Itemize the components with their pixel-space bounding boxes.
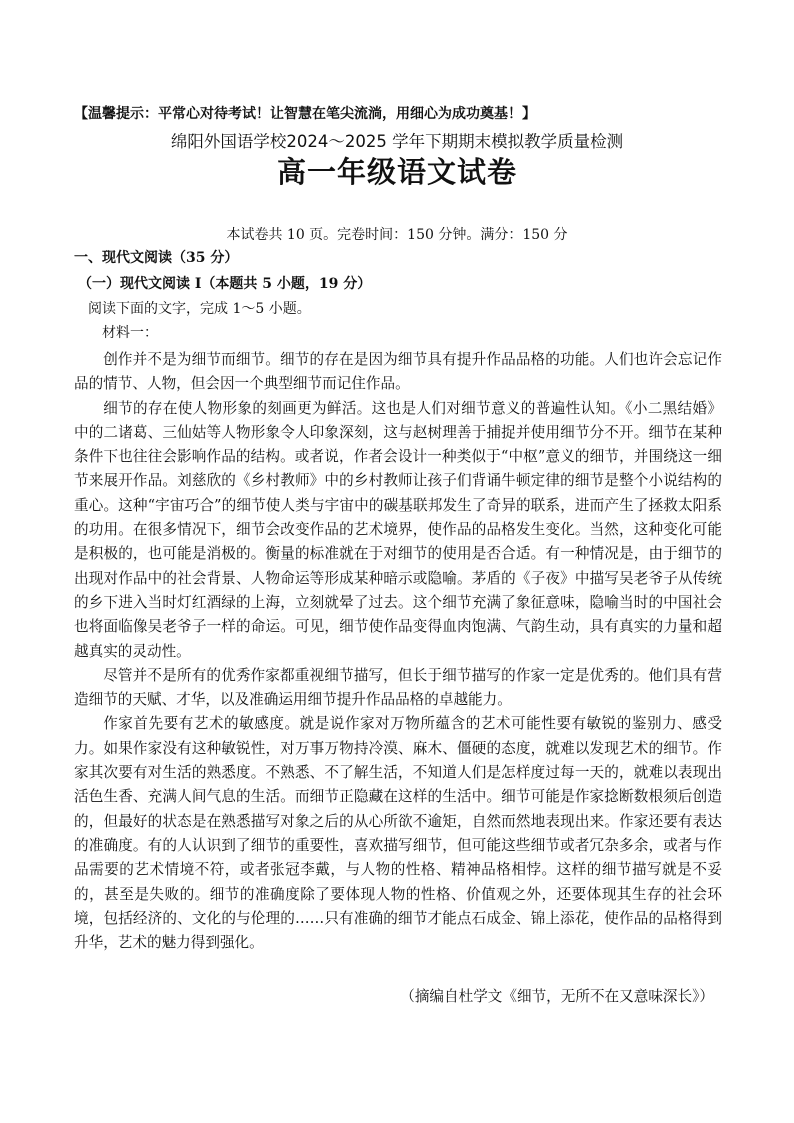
passage-paragraph: 细节的存在使人物形象的刻画更为鲜活。这也是人们对细节意义的普遍性认知。《小二黑结婚》中的二诸葛、三仙姑等人物形象令人印象深刻，这与赵树理善于捕捉并使用细节分不开。细节在某种条件下也往往会影响作品的结构。或者说，作者会设计一种类似于“中枢”意义的细节，并围绕这一细节来展开作品。刘慈欣的《乡村教师》中的乡村教师让孩子们背诵牛顿定律的细节是整个小说结构的重心。这种“宇宙巧合”的细节使人类与宇宙中的碳基联邦发生了奇异的联系，进而产生了拯救太阳系的功用。在很多情况下，细节会改变作品的艺术境界，使作品的品格发生变化。当然，这种变化可能是积极的，也可能是消极的。衡量的标准就在于对细节的使用是否合适。有一种情况是，由于细节的出现对作品中的社会背景、人物命运等形成某种暗示或隐喻。茅盾的《子夜》中描写吴老爷子从传统的乡下进入当时灯红酒绿的上海，立刻就晕了过去。这个细节充满了象征意味，隐喻当时的中国社会也将面临像吴老爷子一样的命运。可见，细节使作品变得血肉饱满、气韵生动，具有真实的力量和超越真实的灵动性。 [74,399,722,660]
exam-info: 本试卷共 10 页。完卷时间：150 分钟。满分：150 分 [226,227,568,243]
reading-instruction: 阅读下面的文字，完成 1～5 小题。 [88,301,311,317]
passage-paragraph: 作家首先要有艺术的敏感度。就是说作家对万物所蕴含的艺术可能性要有敏锐的鉴别力、感受力。如果作家没有这种敏锐性，对万事万物持冷漠、麻木、僵硬的态度，就难以发现艺术的细节。作家其次要有对生活的熟悉度。不熟悉、不了解生活，不知道人们是怎样度过每一天的，就难以表现出活色生香、充满人间气息的生活。而细节正隐藏在这样的生活中。细节可能是作家捻断数根须后创造的，但最好的状态是在熟悉描写对象之后的从心所欲不逾矩，自然而然地表现出来。作家还要有表达的准确度。有的人认识到了细节的重要性，喜欢描写细节，但可能这些细节或者冗杂多余，或者与作品需要的艺术情境不符，或者张冠李戴，与人物的性格、精神品格相悖。这样的细节描写就是不妥的，甚至是失败的。细节的准确度除了要体现人物的性格、价值观之外，还要体现其生存的社会环境，包括经济的、文化的与伦理的……只有准确的细节才能点石成金、锦上添花，使作品的品格得到升华，艺术的魅力得到强化。 [74,715,722,952]
school-exam-line: 绵阳外国语学校2024～2025 学年下期期末模拟教学质量检测 [170,132,624,151]
passage-paragraph: 创作并不是为细节而细节。细节的存在是因为细节具有提升作品品格的功能。人们也许会忘记作品的情节、人物，但会因一个典型细节而记住作品。 [74,351,722,393]
section-heading: 一、现代文阅读（35 分） [74,250,239,266]
section-subheading: （一）现代文阅读 I（本题共 5 小题，19 分） [78,276,372,292]
page-title: 高一年级语文试卷 [276,155,517,189]
passage-paragraph: 尽管并不是所有的优秀作家都重视细节描写，但长于细节描写的作家一定是优秀的。他们具有营造细节的天赋、才华，以及准确运用细节提升作品品格的卓越能力。 [74,666,722,709]
passage-source: （摘编自杜学文《细节，无所不在又意味深长》） [400,988,714,1005]
material-label: 材料一： [102,325,158,341]
warm-tip: 【温馨提示：平常心对待考试！让智慧在笔尖流淌，用细心为成功奠基！】 [74,106,536,122]
reading-passage [74,348,722,955]
